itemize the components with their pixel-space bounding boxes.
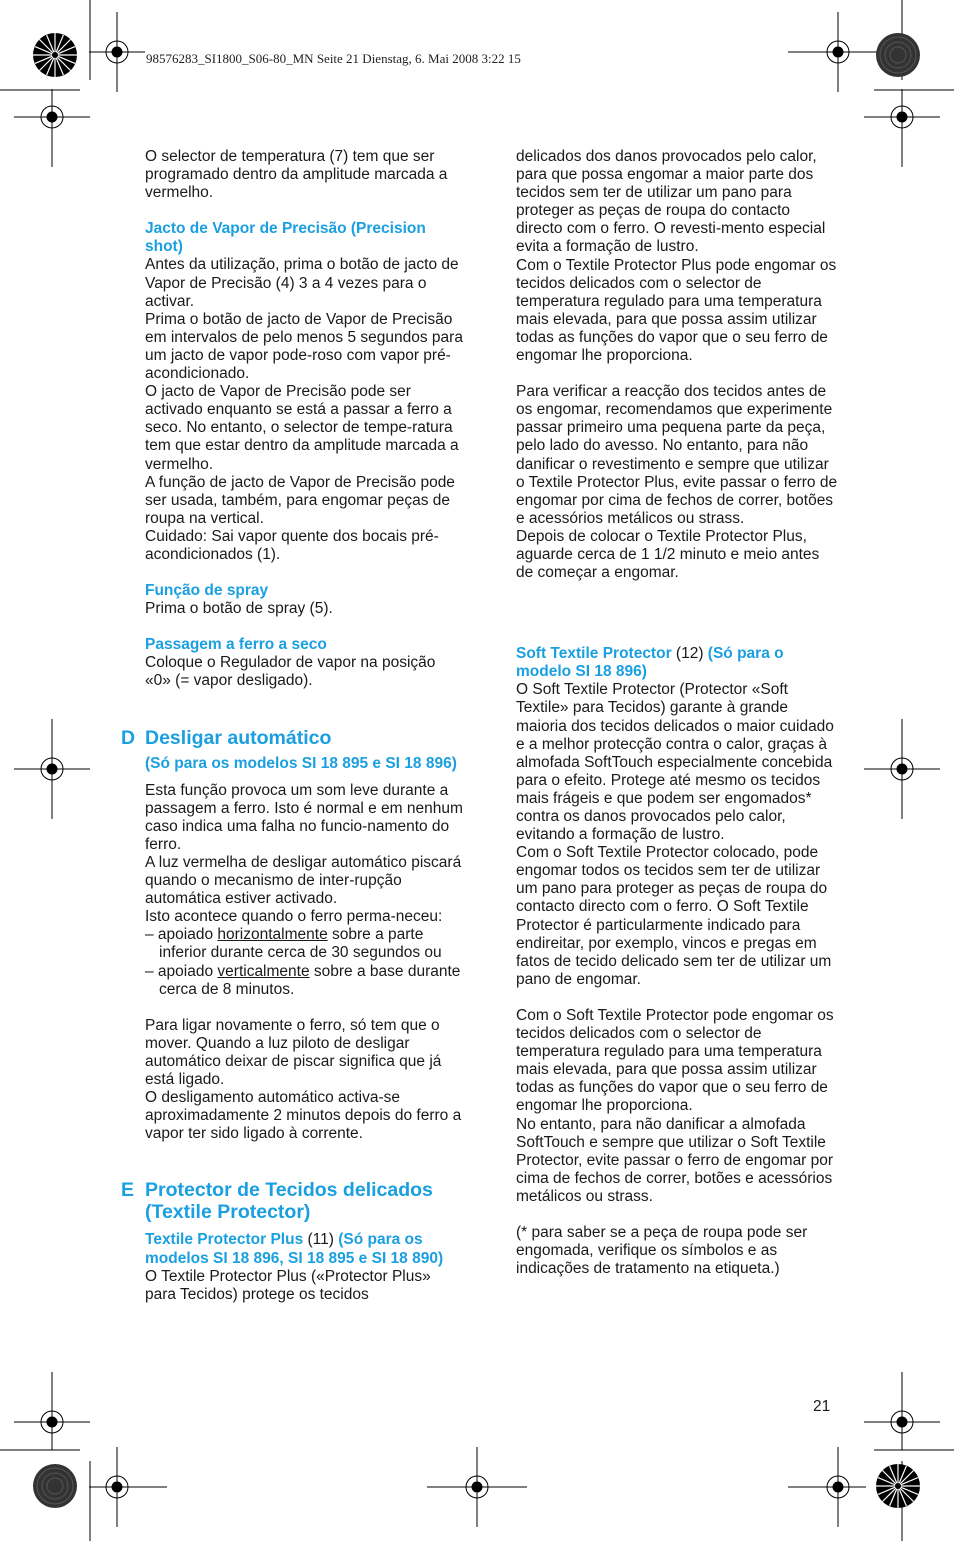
- footnote: (* para saber se a peça de roupa pode ser engomada, verifique os símbolos e as indicações de tratamento na etiqueta.): [516, 1223, 808, 1278]
- paragraph: Coloque o Regulador de vapor na posição «0» (= vapor desligado).: [145, 654, 436, 690]
- right-column: [516, 148, 838, 1278]
- paragraph: A função de jacto de Vapor de Precisão pode ser usada, também, para engomar peças de roupa na vertical.: [145, 473, 455, 527]
- paragraph: No entanto, para não danificar a almofada SoftTouch e sempre que utilizar o Soft Textile Protector, evite passar o ferro de engomar por cima de fechos de correr, botões e acessórios metálicos ou strass.: [516, 1115, 834, 1205]
- heading-precision-shot: Jacto de Vapor de Precisão (Precision shot): [145, 220, 426, 256]
- paragraph: Prima o botão de spray (5).: [145, 600, 333, 618]
- list-item: – apoiado verticalmente sobre a base durante cerca de 8 minutos.: [145, 962, 461, 998]
- list-item: – apoiado horizontalmente sobre a parte inferior durante cerca de 30 segundos ou: [145, 926, 442, 962]
- paragraph: Com o Textile Protector Plus pode engomar os tecidos delicados com o selector de temperatura regulado para uma temperatura mais elevada, para que possa assim utilizar todas as funções do vapor que o seu ferro de engomar lhe proporciona.: [516, 256, 837, 365]
- paragraph: Para verificar a reacção dos tecidos antes de os engomar, recomendamos que experimente passar primeiro uma pequena parte da peça, pelo lado do avesso. No entanto, para não danificar o revestimento e sempre que utilizar o Textile Protector Plus, evite passar o ferro de engomar por cima de fechos de correr, botões e acessórios metálicos ou strass.: [516, 383, 838, 527]
- section-heading-e: [121, 1179, 465, 1224]
- paragraph: Prima o botão de jacto de Vapor de Precisão em intervalos de pelo menos 5 segundos para um jacto de vapor pode-roso com vapor pré-acondicionado.: [145, 310, 463, 383]
- paragraph: O desligamento automático activa-se aproximadamente 2 minutos depois do ferro a vapor ter sido ligado à corrente.: [145, 1089, 462, 1143]
- section-letter: E: [121, 1179, 135, 1202]
- paragraph: Com o Soft Textile Protector colocado, pode engomar todos os tecidos sem ter de utilizar um pano para proteger as peças de roupa do contacto directo com o ferro. O Soft Textile Protector é particularmente indicado para endireitar, por exemplo, vincos e pregas em fatos de tecido delicado sem ter de utilizar um pano de engomar.: [516, 844, 832, 988]
- page-number: 21: [813, 1398, 831, 1415]
- paragraph: Esta função provoca um som leve durante a passagem a ferro. Isto é normal e em nenhum caso indica uma falha no funcio-namento do ferro.: [145, 781, 463, 853]
- section-title: Desligar automático: [145, 726, 332, 749]
- paragraph: delicados dos danos provocados pelo calor, para que possa engomar a maior parte dos tecidos sem ter de utilizar um pano para proteger as peças de roupa do contacto directo com o ferro. O revesti-mento especial evita a formação de lustro.: [516, 148, 826, 256]
- model-note: (Só para os modelos SI 18 895 e SI 18 896): [145, 754, 457, 772]
- heading-dry-ironing: Passagem a ferro a seco: [145, 636, 327, 654]
- section-letter: D: [121, 726, 136, 749]
- subheading-textile-protector-plus: Textile Protector Plus (11) (Só para os modelos SI 18 896, SI 18 895 e SI 18 890): [145, 1231, 444, 1267]
- paragraph: O jacto de Vapor de Precisão pode ser activado enquanto se está a passar a ferro a seco. No entanto, o selector de tempe-ratura tem que estar dentro da amplitude marcada a vermelho.: [145, 383, 459, 473]
- paragraph: Com o Soft Textile Protector pode engomar os tecidos delicados com o selector de temperatura regulado para uma temperatura mais elevada, para que possa assim utilizar todas as funções do vapor que o seu ferro de engomar lhe proporciona.: [516, 1006, 834, 1115]
- paragraph: A luz vermelha de desligar automático piscará quando o mecanismo de inter-rupção automática estiver activado.: [145, 854, 462, 908]
- paragraph: Para ligar novamente o ferro, só tem que o mover. Quando a luz piloto de desligar automático deixar de piscar significa que já está ligado.: [145, 1016, 442, 1089]
- paragraph: Antes da utilização, prima o botão de jacto de Vapor de Precisão (4) 3 a 4 vezes para o activar.: [145, 256, 459, 310]
- paragraph: O selector de temperatura (7) tem que ser programado dentro da amplitude marcada a vermelho.: [145, 148, 448, 202]
- subheading-soft-textile-protector: Soft Textile Protector (12) (Só para o modelo SI 18 896): [516, 645, 784, 681]
- section-title: Protector de Tecidos delicados (Textile Protector): [145, 1179, 433, 1224]
- heading-spray: Função de spray: [145, 582, 269, 600]
- left-column: [121, 148, 465, 1304]
- paragraph: Isto acontece quando o ferro perma-neceu:: [145, 908, 443, 926]
- print-job-info: 98576283_SI1800_S06-80_MN Seite 21 Dienstag, 6. Mai 2008 3:22 15: [146, 51, 521, 66]
- paragraph: Cuidado: Sai vapor quente dos bocais pré-acondicionados (1).: [145, 527, 439, 563]
- paragraph: O Textile Protector Plus («Protector Plus» para Tecidos) protege os tecidos: [145, 1267, 431, 1303]
- section-heading-d: [121, 726, 465, 749]
- paragraph: Depois de colocar o Textile Protector Plus, aguarde cerca de 1 1/2 minuto e meio antes de começar a engomar.: [516, 527, 820, 582]
- paragraph: O Soft Textile Protector (Protector «Soft Textile» para Tecidos) garante à grande maioria dos tecidos delicados o maior cuidado e a melhor protecção contra o calor, graças à almofada SoftTouch especialmente concebida para o efeito. Protege até mesmo os tecidos mais frágeis e que podem ser engomados* contra os danos provocados pelo calor, evitando a formação de lustro.: [516, 681, 834, 844]
